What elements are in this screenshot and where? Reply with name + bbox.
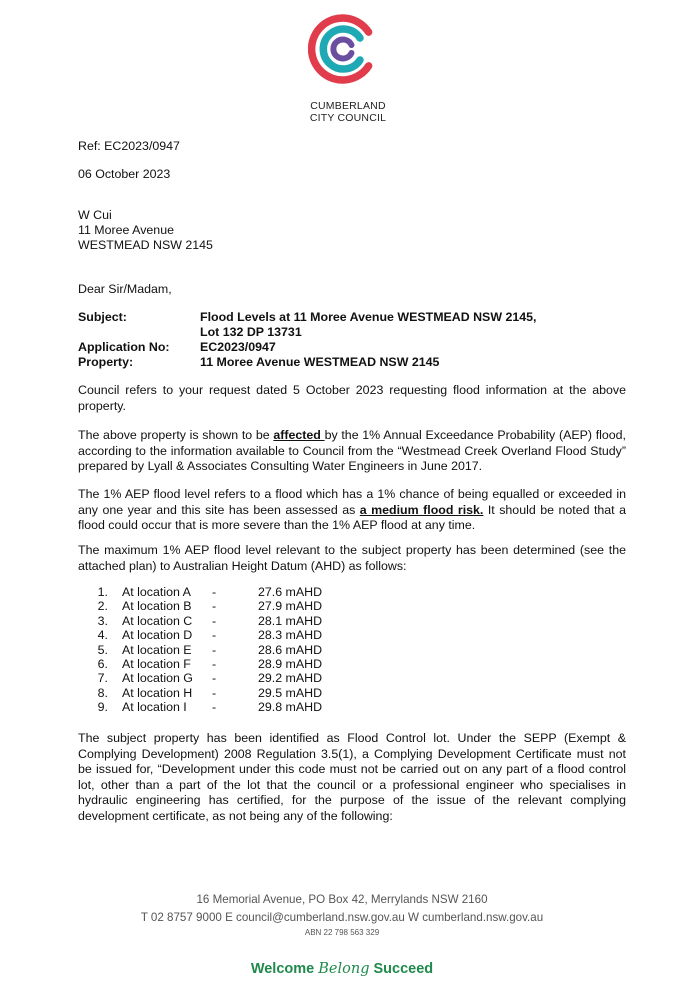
p2-text-after: by the 1% Annual Exceedance Probability (AEP) flood, according to the information available to Council from the “Westmead Creek Overland Flood Study” prepared by Lyall & Associates Consulting Water Engineers in June 2017. [78, 428, 626, 474]
tagline-welcome: Welcome [250, 961, 315, 977]
list-item: 9. At location I - 29.8 mAHD [97, 700, 323, 715]
p2-text-before: The above property is shown to be [78, 428, 274, 442]
footer-address: 16 Memorial Avenue, PO Box 42, Merrylands NSW 2160 [196, 893, 488, 906]
list-item: 2. At location B - 27.9 mAHD [97, 599, 323, 614]
paragraph-flood-level: The maximum 1% AEP flood level relevant to the subject property has been determined (see the attached plan) to Australian Height Datum (AHD) as follows: [78, 543, 626, 573]
addressee-street: 11 Moree Avenue [78, 223, 174, 237]
list-item: 6. At location F - 28.9 mAHD [97, 656, 323, 671]
paragraph-risk [78, 487, 626, 534]
subject-line2: Lot 132 DP 13731 [200, 325, 302, 339]
list-item: 7. At location G - 29.2 mAHD [97, 671, 323, 686]
council-logo [308, 14, 378, 84]
affected-emphasis: affected [273, 428, 325, 442]
tagline-succeed: Succeed [373, 961, 434, 977]
reference: Ref: EC2023/0947 [78, 139, 180, 153]
salutation: Dear Sir/Madam, [78, 282, 172, 296]
list-item: 1. At location A - 27.6 mAHD [97, 585, 323, 599]
property-value: 11 Moree Avenue WESTMEAD NSW 2145 [200, 355, 440, 369]
list-item: 5. At location E - 28.6 mAHD [97, 642, 323, 657]
list-item: 8. At location H - 29.5 mAHD [97, 685, 323, 700]
tagline-belong: Belong [318, 961, 370, 977]
footer-tagline [0, 961, 684, 977]
p3-text-before: The 1% AEP flood level refers to a flood which has a 1% chance of being equalled or exceeded in any one year and this site has been assessed as [78, 487, 626, 517]
addressee-name: W Cui [78, 208, 112, 222]
paragraph-request: Council refers to your request dated 5 October 2023 requesting flood information at the above property. [78, 383, 626, 413]
application-label: Application No: [78, 340, 170, 354]
footer-abn: ABN 22 798 563 329 [304, 928, 380, 937]
location-list [88, 585, 388, 715]
addressee-suburb: WESTMEAD NSW 2145 [78, 238, 213, 252]
risk-emphasis: a medium flood risk. [359, 502, 484, 517]
org-name-line1: CUMBERLAND [310, 100, 386, 112]
property-label: Property: [78, 355, 134, 369]
application-value: EC2023/0947 [200, 340, 276, 354]
subject-line1: Flood Levels at 11 Moree Avenue WESTMEAD NSW 2145, [200, 310, 537, 324]
paragraph-affected [78, 428, 626, 475]
letter-date: 06 October 2023 [78, 167, 171, 181]
list-item: 4. At location D - 28.3 mAHD [97, 628, 323, 643]
org-name-line2: CITY COUNCIL [309, 112, 387, 124]
list-item: 3. At location C - 28.1 mAHD [97, 613, 323, 628]
org-name [300, 100, 396, 124]
p3-text-after: It should be noted that a flood could occur that is more severe than the 1% AEP flood at any time. [78, 502, 626, 533]
footer-contact: T 02 8757 9000 E council@cumberland.nsw.gov.au W cumberland.nsw.gov.au [140, 911, 544, 924]
paragraph-flood-control: The subject property has been identified as Flood Control lot. Under the SEPP (Exempt & Complying Development) 2008 Regulation 3.5(1), a Complying Development Certificate must not be issued for, “Development under this code must not be carried out on any part of a flood control lot, other than a part of the lot that the council or a professional engineer who specialises in hydraulic engineering has certified, for the purpose of the issue of the relevant complying development certificate, as not being any of the following: [78, 731, 626, 823]
subject-label: Subject: [78, 310, 127, 324]
